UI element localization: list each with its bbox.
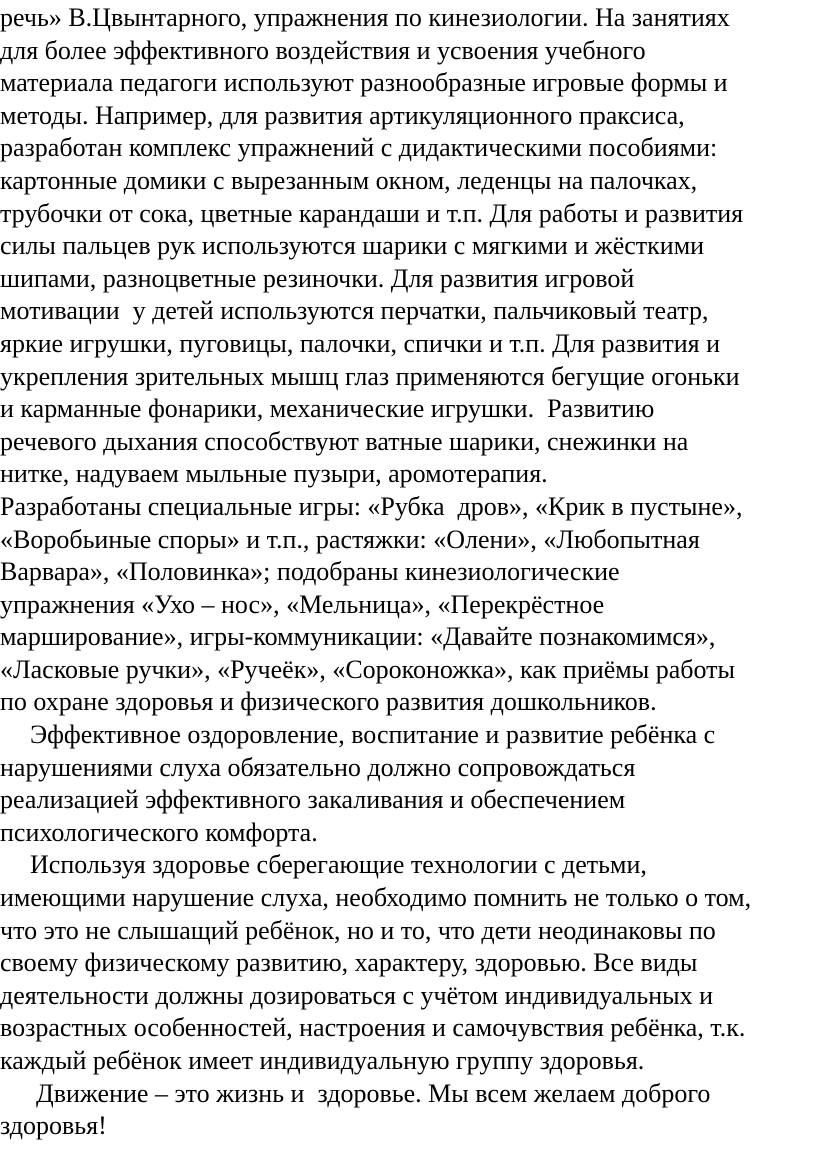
text-line: яркие игрушки, пуговицы, палочки, спички и т.п. Для развития и (0, 328, 721, 358)
text-line: нарушениями слуха обязательно должно сопровождаться (0, 752, 636, 782)
text-line: Движение – это жизнь и здоровье. Мы всем желаем доброго (36, 1078, 711, 1108)
text-line: методы. Например, для развития артикуляционного праксиса, (0, 100, 685, 130)
text-line: своему физическому развитию, характеру, здоровью. Все виды (0, 948, 698, 978)
text-line: для более эффективного воздействия и усвоения учебного (0, 35, 646, 65)
text-line: трубочки от сока, цветные карандаши и т.п. Для работы и развития (0, 198, 744, 228)
text-line: имеющими нарушение слуха, необходимо помнить не только о том, (0, 883, 752, 913)
text-line: возрастных особенностей, настроения и самочувствия ребёнка, т.к. (0, 1013, 746, 1043)
text-line: каждый ребёнок имеет индивидуальную группу здоровья. (0, 1046, 645, 1075)
text-line: и карманные фонарики, механические игрушки. Развитию (0, 394, 655, 424)
text-line: речь» В.Цвынтарного, упражнения по кинезиологии. На занятиях (0, 3, 730, 32)
text-line: здоровья! (0, 1111, 107, 1141)
paragraph-hardening (0, 719, 816, 849)
text-line: по охране здоровья и физического развития дошкольников. (0, 687, 657, 717)
text-line: материала педагоги используют разнообразные игровые формы и (0, 68, 728, 98)
text-line: психологического комфорта. (0, 817, 318, 847)
text-line: Эффективное оздоровление, воспитание и развитие ребёнка с (30, 720, 716, 750)
text-line: укрепления зрительных мышц глаз применяются бегущие огоньки (0, 361, 740, 391)
text-line: реализацией эффективного закаливания и обеспечением (0, 785, 626, 815)
text-line: деятельности должны дозироваться с учётом индивидуальных и (0, 980, 714, 1010)
text-line: «Воробьиные споры» и т.п., растяжки: «Олени», «Любопытная (0, 524, 700, 554)
text-line: мотивации у детей используются перчатки, пальчиковый театр, (0, 296, 709, 326)
text-line: Используя здоровье сберегающие технологии с детьми, (30, 850, 647, 880)
text-line: что это не слышащий ребёнок, но и то, что дети неодинаковы по (0, 915, 716, 945)
text-line: Варвара», «Половинка»; подобраны кинезиологические (0, 557, 620, 587)
text-line: марширование», игры-коммуникации: «Давайте познакомимся», (0, 622, 716, 652)
text-line: силы пальцев рук используются шарики с мягкими и жёсткими (0, 231, 705, 261)
text-line: Разработаны специальные игры: «Рубка дров», «Крик в пустыне», (0, 491, 743, 521)
paragraph-games (0, 491, 816, 719)
paragraph-intro (0, 2, 816, 491)
text-line: картонные домики с вырезанным окном, леденцы на палочках, (0, 165, 698, 195)
paragraph-closing (0, 1078, 816, 1143)
text-line: разработан комплекс упражнений с дидактическими пособиями: (0, 133, 718, 163)
text-line: шипами, разноцветные резиночки. Для развития игровой (0, 263, 635, 293)
paragraph-technologies (0, 849, 816, 1077)
text-line: «Ласковые ручки», «Ручеёк», «Сороконожка», как приёмы работы (0, 654, 735, 684)
text-line: нитке, надуваем мыльные пузыри, аромотерапия. (0, 459, 548, 489)
text-line: упражнения «Ухо – нос», «Мельница», «Перекрёстное (0, 589, 605, 619)
text-line: речевого дыхания способствуют ватные шарики, снежинки на (0, 426, 689, 456)
